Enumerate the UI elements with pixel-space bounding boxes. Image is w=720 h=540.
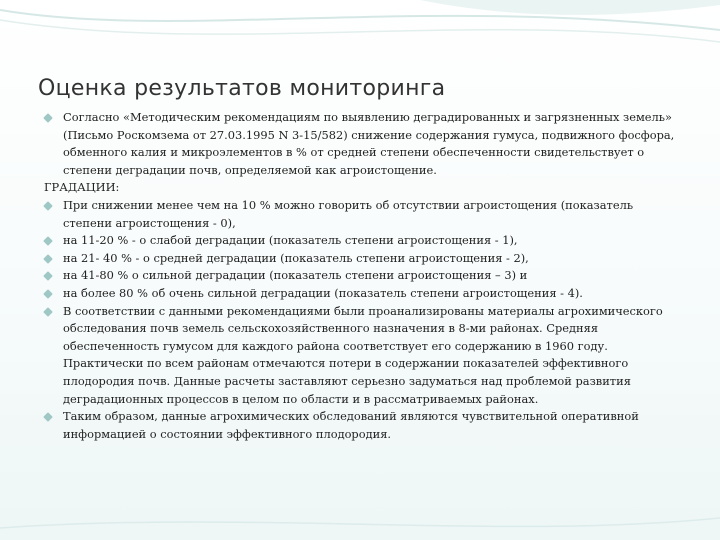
paragraph-text: В соответствии с данными рекомендациями были проанализированы материалы агрохимического обследования почв земель сельскохозяйственного назначения в 8-ми районах. Средняя обеспеченность гумусом для каждого района соответствует его содержанию в 1960 году. Практически по всем районам отмечаются потери в содержании показателей эффективного плодородия почв. Данные расчеты заставляют серьезно задуматься над проблемой развития деградационных процессов в целом по области и в рассматриваемых районах. xyxy=(63,303,663,406)
diamond-bullet-icon xyxy=(43,236,53,246)
diamond-bullet-icon xyxy=(43,201,53,211)
diamond-bullet-icon xyxy=(43,272,53,282)
paragraph-text: При снижении менее чем на 10 % можно говорить об отсутствии агроистощения (показатель степени агроистощения - 0), xyxy=(63,197,634,230)
bullet-paragraph xyxy=(44,408,684,443)
diamond-bullet-icon xyxy=(43,412,53,422)
bullet-paragraph xyxy=(44,285,684,303)
bullet-paragraph xyxy=(44,197,684,232)
bullet-paragraph xyxy=(44,267,684,285)
diamond-bullet-icon xyxy=(43,289,53,299)
bullet-paragraph xyxy=(44,303,684,409)
page-title: Оценка результатов мониторинга xyxy=(38,76,446,101)
paragraph-text: на 21- 40 % - о средней деградации (показатель степени агроистощения - 2), xyxy=(63,250,529,265)
paragraph-text: на более 80 % об очень сильной деградации (показатель степени агроистощения - 4). xyxy=(63,285,583,300)
slide-content xyxy=(44,109,684,443)
swoosh-bottom xyxy=(0,518,720,528)
swoosh-lower xyxy=(0,20,720,42)
bullet-paragraph xyxy=(44,232,684,250)
diamond-bullet-icon xyxy=(43,113,53,123)
bullet-paragraph xyxy=(44,109,684,179)
paragraph-text: Таким образом, данные агрохимических обследований являются чувствительной оперативной информацией о состоянии эффективного плодородия. xyxy=(63,409,639,441)
swoosh-band xyxy=(420,0,720,15)
paragraph-text: на 41-80 % о сильной деградации (показатель степени агроистощения – 3) и xyxy=(63,268,528,283)
paragraph-text: на 11-20 % - о слабой деградации (показатель степени агроистощения - 1), xyxy=(63,233,518,248)
bullet-paragraph xyxy=(44,250,684,268)
heading-text: ГРАДАЦИИ: xyxy=(44,180,120,195)
paragraph-text: Согласно «Методическим рекомендациям по выявлению деградированных и загрязненных земель» (Письмо Роскомзема от 27.03.1995 N 3-15/582) снижение содержания гумуса, подвижного фосфора, обменного калия и микроэлементов в % от средней степени обеспеченности свидетельствует о степени деградации почв, определяемой как агроистощение. xyxy=(63,110,675,177)
gradations-heading xyxy=(44,179,684,197)
diamond-bullet-icon xyxy=(43,254,53,264)
diamond-bullet-icon xyxy=(43,307,53,317)
